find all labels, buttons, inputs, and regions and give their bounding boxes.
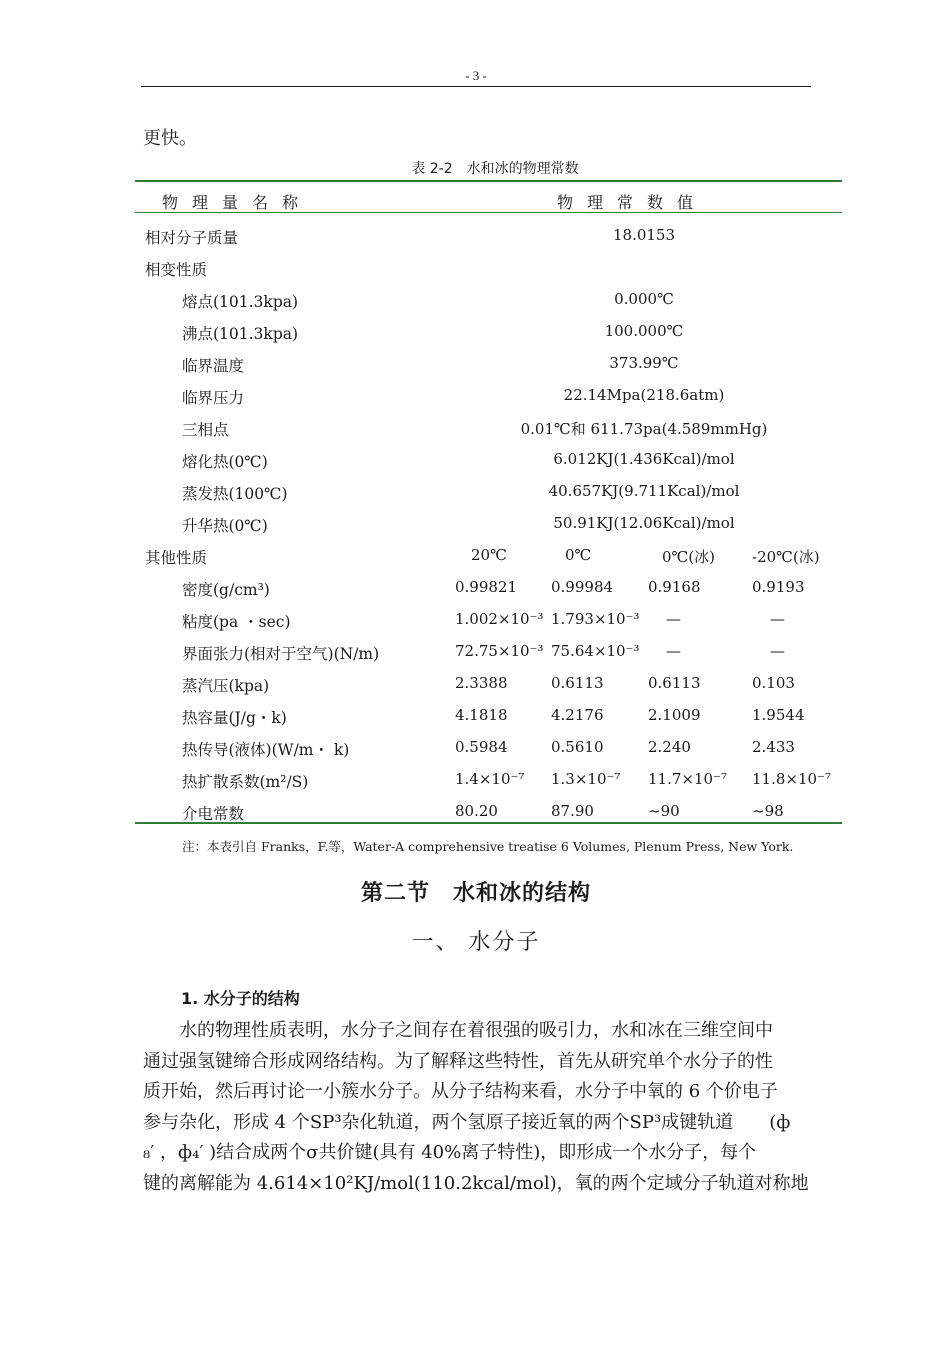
table-cell: — <box>666 610 681 628</box>
table-cell: 0.5984 <box>455 738 508 756</box>
table-row-label: 介电常数 <box>182 805 245 823</box>
table-row-label: 相变性质 <box>145 261 208 279</box>
paragraph-line: ₈′ ，ф₄′ )结合成两个σ共价键(具有 40%离子特性)，即形成一个水分子，每个 <box>143 1142 757 1163</box>
table-cell: 0.5610 <box>551 738 604 756</box>
table-row-label: 沸点(101.3kpa) <box>182 325 299 343</box>
table-row-value: 50.91KJ(12.06Kcal)/mol <box>553 514 735 532</box>
table-cell: 0.99821 <box>455 578 518 596</box>
paragraph-line: 参与杂化，形成 4 个SP³杂化轨道，两个氢原子接近氧的两个SP³成键轨道 (ф <box>143 1111 791 1133</box>
table-row-label: 蒸发热(100℃) <box>182 485 288 503</box>
paragraph-line: 质开始，然后再讨论一小簇水分子。从分子结构来看，水分子中氧的 6 个价电子 <box>143 1081 778 1102</box>
table-row-label: 临界压力 <box>182 389 245 407</box>
table-row-label: 粘度(pa ・sec) <box>182 613 291 631</box>
page-number: - 3 - <box>465 68 487 83</box>
table-bottom-rule <box>135 822 842 824</box>
section-title: 第二节 水和冰的结构 <box>360 881 591 906</box>
temperature-header: 0℃ <box>565 546 592 564</box>
table-cell: 0.9168 <box>648 578 701 596</box>
table-row-label: 相对分子质量 <box>145 229 239 247</box>
table-top-rule <box>135 180 842 182</box>
table-cell: 80.20 <box>455 802 498 820</box>
table-row-value: 6.012KJ(1.436Kcal)/mol <box>553 450 735 468</box>
table-cell: — <box>666 642 681 660</box>
table-cell: 0.99984 <box>551 578 614 596</box>
table-row-label: 界面张力(相对于空气)(N/m) <box>182 645 380 663</box>
table-cell: 4.2176 <box>551 706 604 724</box>
table-cell: 2.3388 <box>455 674 508 692</box>
table-cell: 2.240 <box>648 738 691 756</box>
subsection-title: 一、 水分子 <box>411 930 541 955</box>
temperature-header: 20℃ <box>471 546 507 564</box>
table-cell: 87.90 <box>551 802 594 820</box>
table-cell: 1.002×10⁻³ <box>455 610 544 628</box>
table-cell: 0.6113 <box>551 674 604 692</box>
table-cell: 0.6113 <box>648 674 701 692</box>
table-caption: 表 2-2 水和冰的物理常数 <box>411 161 579 177</box>
table-note: 注：本表引自 Franks，F.等，Water-A comprehensive treatise 6 Volumes, Plenum Press, New York. <box>182 839 794 854</box>
table-cell: 1.793×10⁻³ <box>551 610 640 628</box>
table-cell: 2.433 <box>752 738 795 756</box>
table-row-label: 熔化热(0℃) <box>182 453 268 471</box>
table-cell: 1.9544 <box>752 706 805 724</box>
table-cell: 0.103 <box>752 674 795 692</box>
table-row-value: 100.000℃ <box>604 322 684 340</box>
table-row-label: 蒸汽压(kpa) <box>182 677 270 695</box>
paragraph-line: 通过强氢键缔合形成网络结构。为了解释这些特性，首先从研究单个水分子的性 <box>143 1050 773 1072</box>
table-row-value: 373.99℃ <box>609 354 679 372</box>
lead-text: 更快。 <box>143 128 197 149</box>
temperature-header: -20℃(冰) <box>752 548 820 566</box>
table-cell: 1.4×10⁻⁷ <box>455 770 525 788</box>
sub-heading: 1. 水分子的结构 <box>181 989 300 1008</box>
table-cell: ~98 <box>752 802 784 820</box>
table-cell: ~90 <box>648 802 680 820</box>
table-row-label: 密度(g/cm³) <box>182 581 270 599</box>
table-cell: 4.1818 <box>455 706 508 724</box>
table-cell: — <box>770 610 785 628</box>
table-row-label: 三相点 <box>182 421 229 439</box>
table-row-value: 18.0153 <box>612 226 676 244</box>
table-cell: 11.7×10⁻⁷ <box>648 770 727 788</box>
table-row-label: 其他性质 <box>145 549 208 567</box>
table-row-label: 热容量(J/g・k) <box>182 709 287 727</box>
paragraph-line: 水的物理性质表明，水分子之间存在着很强的吸引力，水和冰在三维空间中 <box>143 1020 773 1041</box>
table-cell: 0.9193 <box>752 578 805 596</box>
table-cell: 11.8×10⁻⁷ <box>752 770 831 788</box>
table-cell: 1.3×10⁻⁷ <box>551 770 621 788</box>
table-row-label: 熔点(101.3kpa) <box>182 293 299 311</box>
paragraph-line: 键的离解能为 4.614×10²KJ/mol(110.2kcal/mol)，氧的两个定域分子轨道对称地 <box>143 1172 809 1194</box>
table-header-name: 物理量名称 <box>162 193 313 212</box>
table-row-value: 22.14Mpa(218.6atm) <box>563 386 725 404</box>
table-cell: — <box>770 642 785 660</box>
table-row-value: 0.000℃ <box>614 290 674 308</box>
table-cell: 2.1009 <box>648 706 701 724</box>
temperature-header: 0℃(冰) <box>662 548 716 566</box>
table-row-value: 40.657KJ(9.711Kcal)/mol <box>548 482 740 500</box>
table-row-label: 升华热(0℃) <box>182 517 268 535</box>
table-row-value: 0.01℃和 611.73pa(4.589mmHg) <box>520 420 768 438</box>
table-cell: 75.64×10⁻³ <box>551 642 640 660</box>
table-row-label: 热传导(液体)(W/m・ k) <box>182 741 350 759</box>
table-row-label: 热扩散系数(m²/S) <box>182 773 309 791</box>
table-header-value: 物理常数值 <box>557 193 708 212</box>
table-header-rule <box>135 212 842 213</box>
header-rule <box>141 86 811 87</box>
table-cell: 72.75×10⁻³ <box>455 642 544 660</box>
table-row-label: 临界温度 <box>182 357 245 375</box>
